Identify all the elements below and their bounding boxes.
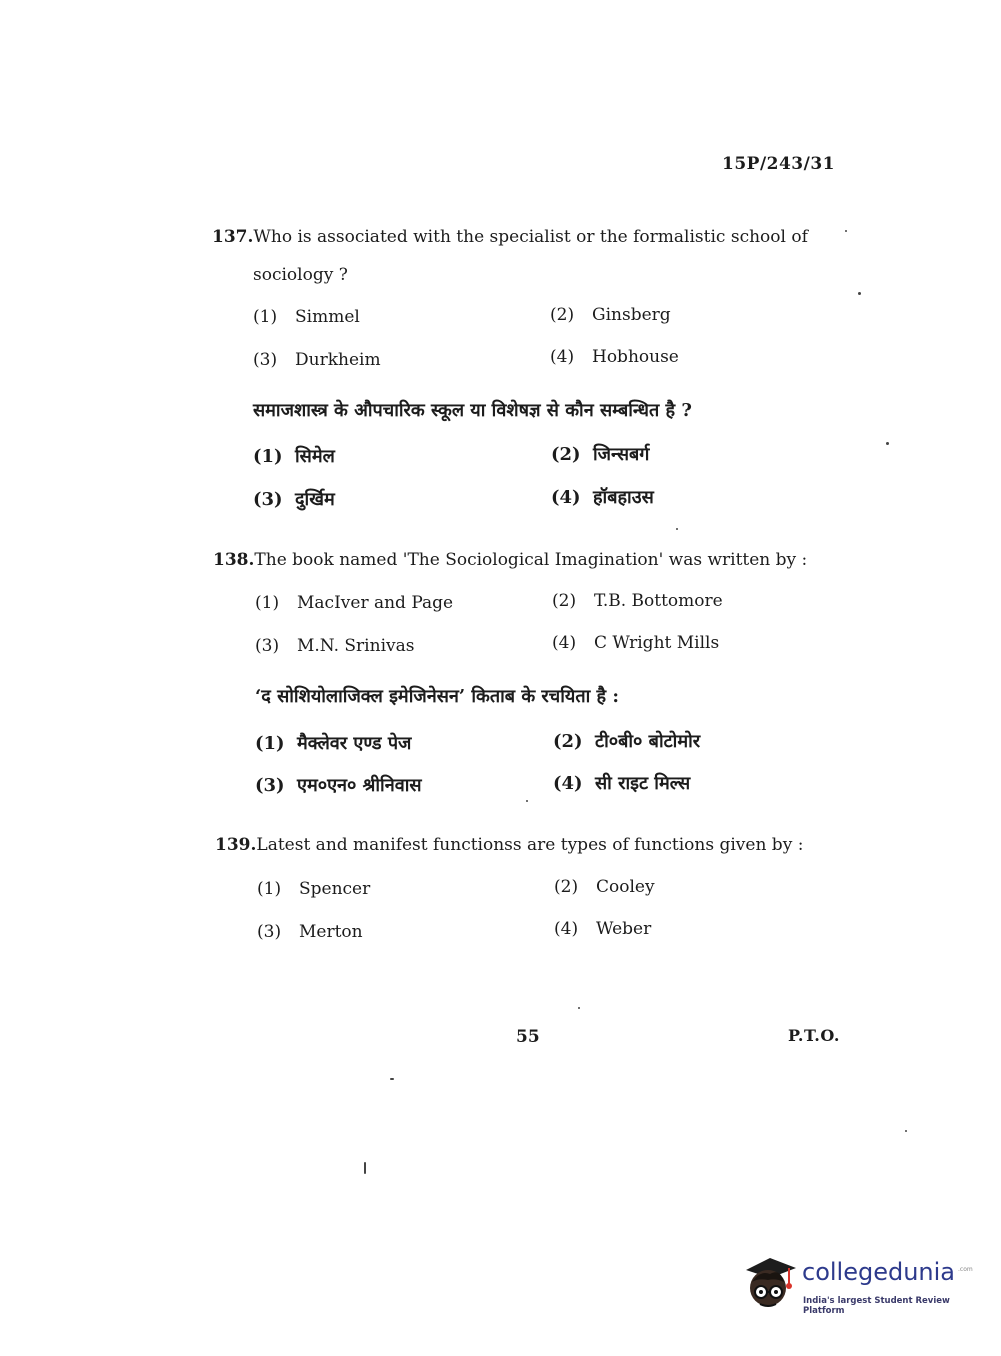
option-1 (253, 307, 360, 327)
option-number: (3) (255, 636, 280, 656)
option-text: एम०एन० श्रीनिवास (297, 775, 422, 796)
option-number: (4) (551, 487, 581, 508)
option-text: Durkheim (295, 350, 381, 370)
option-number: (1) (253, 307, 278, 327)
option-4 (552, 633, 719, 653)
option-number: (3) (255, 775, 285, 796)
question-text-hi: समाजशास्त्र के औपचारिक स्कूल या विशेषज्ञ से कौन सम्बन्धित है ? (253, 400, 692, 421)
option-1 (255, 593, 453, 613)
option-text: Hobhouse (592, 347, 679, 367)
option-3 (255, 636, 414, 656)
option-2 (554, 877, 655, 897)
option-4 (554, 919, 651, 939)
option-3-hi (255, 773, 422, 797)
please-turn-over: P.T.O. (788, 1026, 840, 1045)
paper-code: 15P/243/31 (722, 154, 836, 174)
option-number: (2) (551, 444, 581, 465)
option-number: (2) (552, 591, 577, 611)
option-text: हॉबहाउस (593, 487, 654, 508)
scan-speck (886, 442, 889, 445)
option-text: मैक्लेवर एण्ड पेज (297, 733, 412, 754)
option-3 (253, 350, 381, 370)
option-text: Weber (596, 919, 652, 939)
scan-speck (858, 292, 861, 295)
option-number: (2) (554, 877, 579, 897)
option-number: (2) (550, 305, 575, 325)
scan-speck (676, 528, 678, 530)
option-3 (257, 922, 363, 942)
option-number: (1) (255, 733, 285, 754)
option-2 (550, 305, 671, 325)
option-text: Ginsberg (592, 305, 671, 325)
option-number: (1) (257, 879, 282, 899)
option-number: (1) (253, 446, 283, 467)
option-4-hi (553, 771, 690, 795)
question-number: 139. (215, 835, 257, 855)
option-2 (552, 591, 723, 611)
option-2-hi (553, 729, 700, 753)
option-number: (4) (553, 773, 583, 794)
page-number: 55 (516, 1027, 540, 1047)
option-text: MacIver and Page (297, 593, 454, 613)
collegedunia-watermark (740, 1252, 973, 1322)
brand-domain: .com (958, 1266, 973, 1273)
option-text: जिन्सबर्ग (593, 444, 650, 465)
scan-speck (390, 1078, 394, 1080)
option-number: (1) (255, 593, 280, 613)
option-text: दुर्खिम (295, 489, 335, 510)
option-number: (4) (554, 919, 579, 939)
option-2-hi (551, 442, 649, 466)
option-text: सी राइट मिल्स (595, 773, 691, 794)
option-number: (3) (253, 489, 283, 510)
option-1 (257, 879, 370, 899)
scan-speck (845, 230, 847, 232)
option-text: T.B. Bottomore (594, 591, 723, 611)
option-1-hi (255, 731, 411, 755)
mascot-icon (740, 1252, 800, 1316)
option-1-hi (253, 444, 335, 468)
option-text: Simmel (295, 307, 360, 327)
question-number: 138. (213, 550, 255, 570)
brand-tagline: India's largest Student Review Platform (803, 1296, 950, 1316)
brand-name: collegedunia (802, 1258, 956, 1286)
question-text-en: Who is associated with the specialist or the formalistic school of (253, 227, 808, 247)
option-number: (4) (550, 347, 575, 367)
option-number: (2) (553, 731, 583, 752)
option-number: (3) (253, 350, 278, 370)
option-text: सिमेल (295, 446, 335, 467)
question-text-en: The book named 'The Sociological Imagination' was written by : (254, 550, 808, 570)
option-text: M.N. Srinivas (297, 636, 415, 656)
question-text-en: Latest and manifest functionss are types of functions given by : (256, 835, 804, 855)
option-text: Merton (299, 922, 363, 942)
scan-speck (364, 1162, 366, 1174)
option-number: (4) (552, 633, 577, 653)
scan-speck (578, 1007, 580, 1009)
option-number: (3) (257, 922, 282, 942)
option-text: C Wright Mills (594, 633, 720, 653)
option-4 (550, 347, 679, 367)
option-text: Spencer (299, 879, 371, 899)
question-text-en-cont: sociology ? (253, 265, 348, 285)
scan-speck (526, 800, 528, 802)
scan-speck (905, 1130, 907, 1132)
option-text: Cooley (596, 877, 655, 897)
option-4-hi (551, 485, 654, 509)
question-number: 137. (212, 227, 254, 247)
option-text: टी०बी० बोटोमोर (595, 731, 701, 752)
option-3-hi (253, 487, 335, 511)
question-text-hi: ‘द सोशियोलाजिक्ल इमेजिनेसन’ किताब के रचयिता है : (255, 686, 619, 707)
